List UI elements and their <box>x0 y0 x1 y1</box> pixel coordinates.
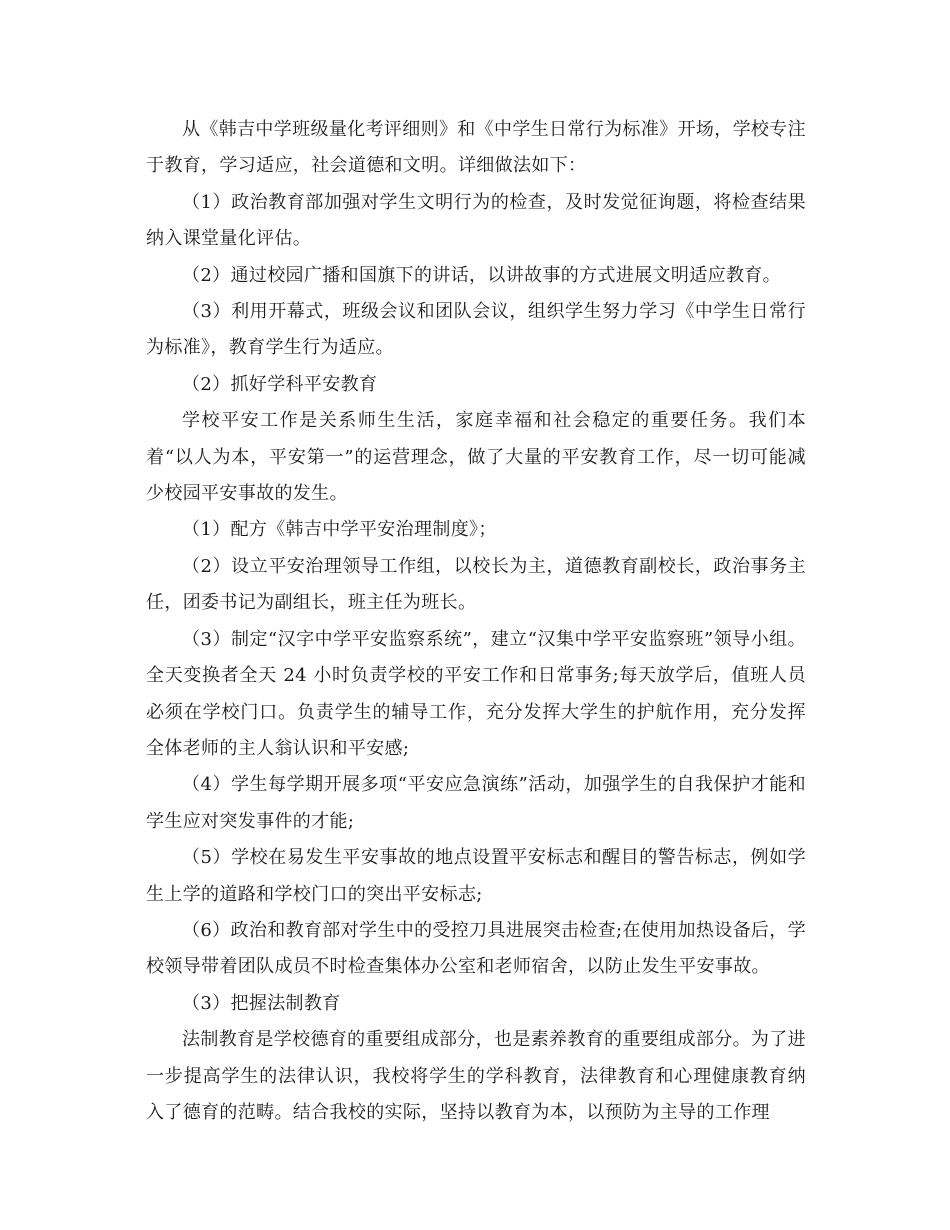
list-item: （2）通过校园广播和国旗下的讲话，以讲故事的方式进展文明适应教育。 <box>182 264 781 286</box>
list-item: （1）配方《韩吉中学平安治理制度》； <box>182 519 497 541</box>
list-item: （6）政治和教育部对学生中的受控刀具进展突击检查;在使用加热设备后，学校领导带着团队成员不时检查集体办公室和老师宿舍，以防止发生平安事故。 <box>146 919 806 978</box>
list-item: （5）学校在易发生平安事故的地点设置平安标志和醒目的警告标志，例如学生上学的道路和学校门口的突出平安标志; <box>146 847 806 905</box>
paragraph-legal-intro: 法制教育是学校德育的重要组成部分，也是素养教育的重要组成部分。为了进一步提高学生的法律认识，我校将学生的学科教育，法律教育和心理健康教育纳入了德育的范畴。结合我校的实际，坚持以教育为本，以预防为主导的工作理 <box>146 1029 806 1123</box>
document-body <box>146 112 806 1131</box>
section-heading: （2）抓好学科平安教育 <box>182 373 378 395</box>
paragraph-intro: 从《韩吉中学班级量化考评细则》和《中学生日常行为标准》开场，学校专注于教育，学习适应，社会道德和文明。详细做法如下： <box>146 119 806 177</box>
list-item: （4）学生每学期开展多项“平安应急演练”活动，加强学生的自我保护才能和学生应对突发事件的才能; <box>146 774 806 832</box>
list-item: （1）政治教育部加强对学生文明行为的检查，及时发觉征询题，将检查结果纳入课堂量化评估。 <box>146 191 806 250</box>
paragraph-safety-intro: 学校平安工作是关系师生生活，家庭幸福和社会稳定的重要任务。我们本着“以人为本，平安第一”的运营理念，做了大量的平安教育工作，尽一切可能减少校园平安事故的发生。 <box>146 410 806 505</box>
section-heading: （3）把握法制教育 <box>182 992 341 1014</box>
list-item: （2）设立平安治理领导工作组，以校长为主，道德教育副校长，政治事务主任，团委书记为副组长，班主任为班长。 <box>146 555 806 614</box>
list-item: （3）制定“汉字中学平安监察系统”，建立“汉集中学平安监察班”领导小组。全天变换者全天 24 小时负责学校的平安工作和日常事务;每天放学后，值班人员必须在学校门口。负责学生的辅导工作，充分发挥大学生的护航作用，充分发挥全体老师的主人翁认识和平安感; <box>146 628 806 759</box>
list-item: （3）利用开幕式，班级会议和团队会议，组织学生努力学习《中学生日常行为标准》，教育学生行为适应。 <box>146 301 806 359</box>
